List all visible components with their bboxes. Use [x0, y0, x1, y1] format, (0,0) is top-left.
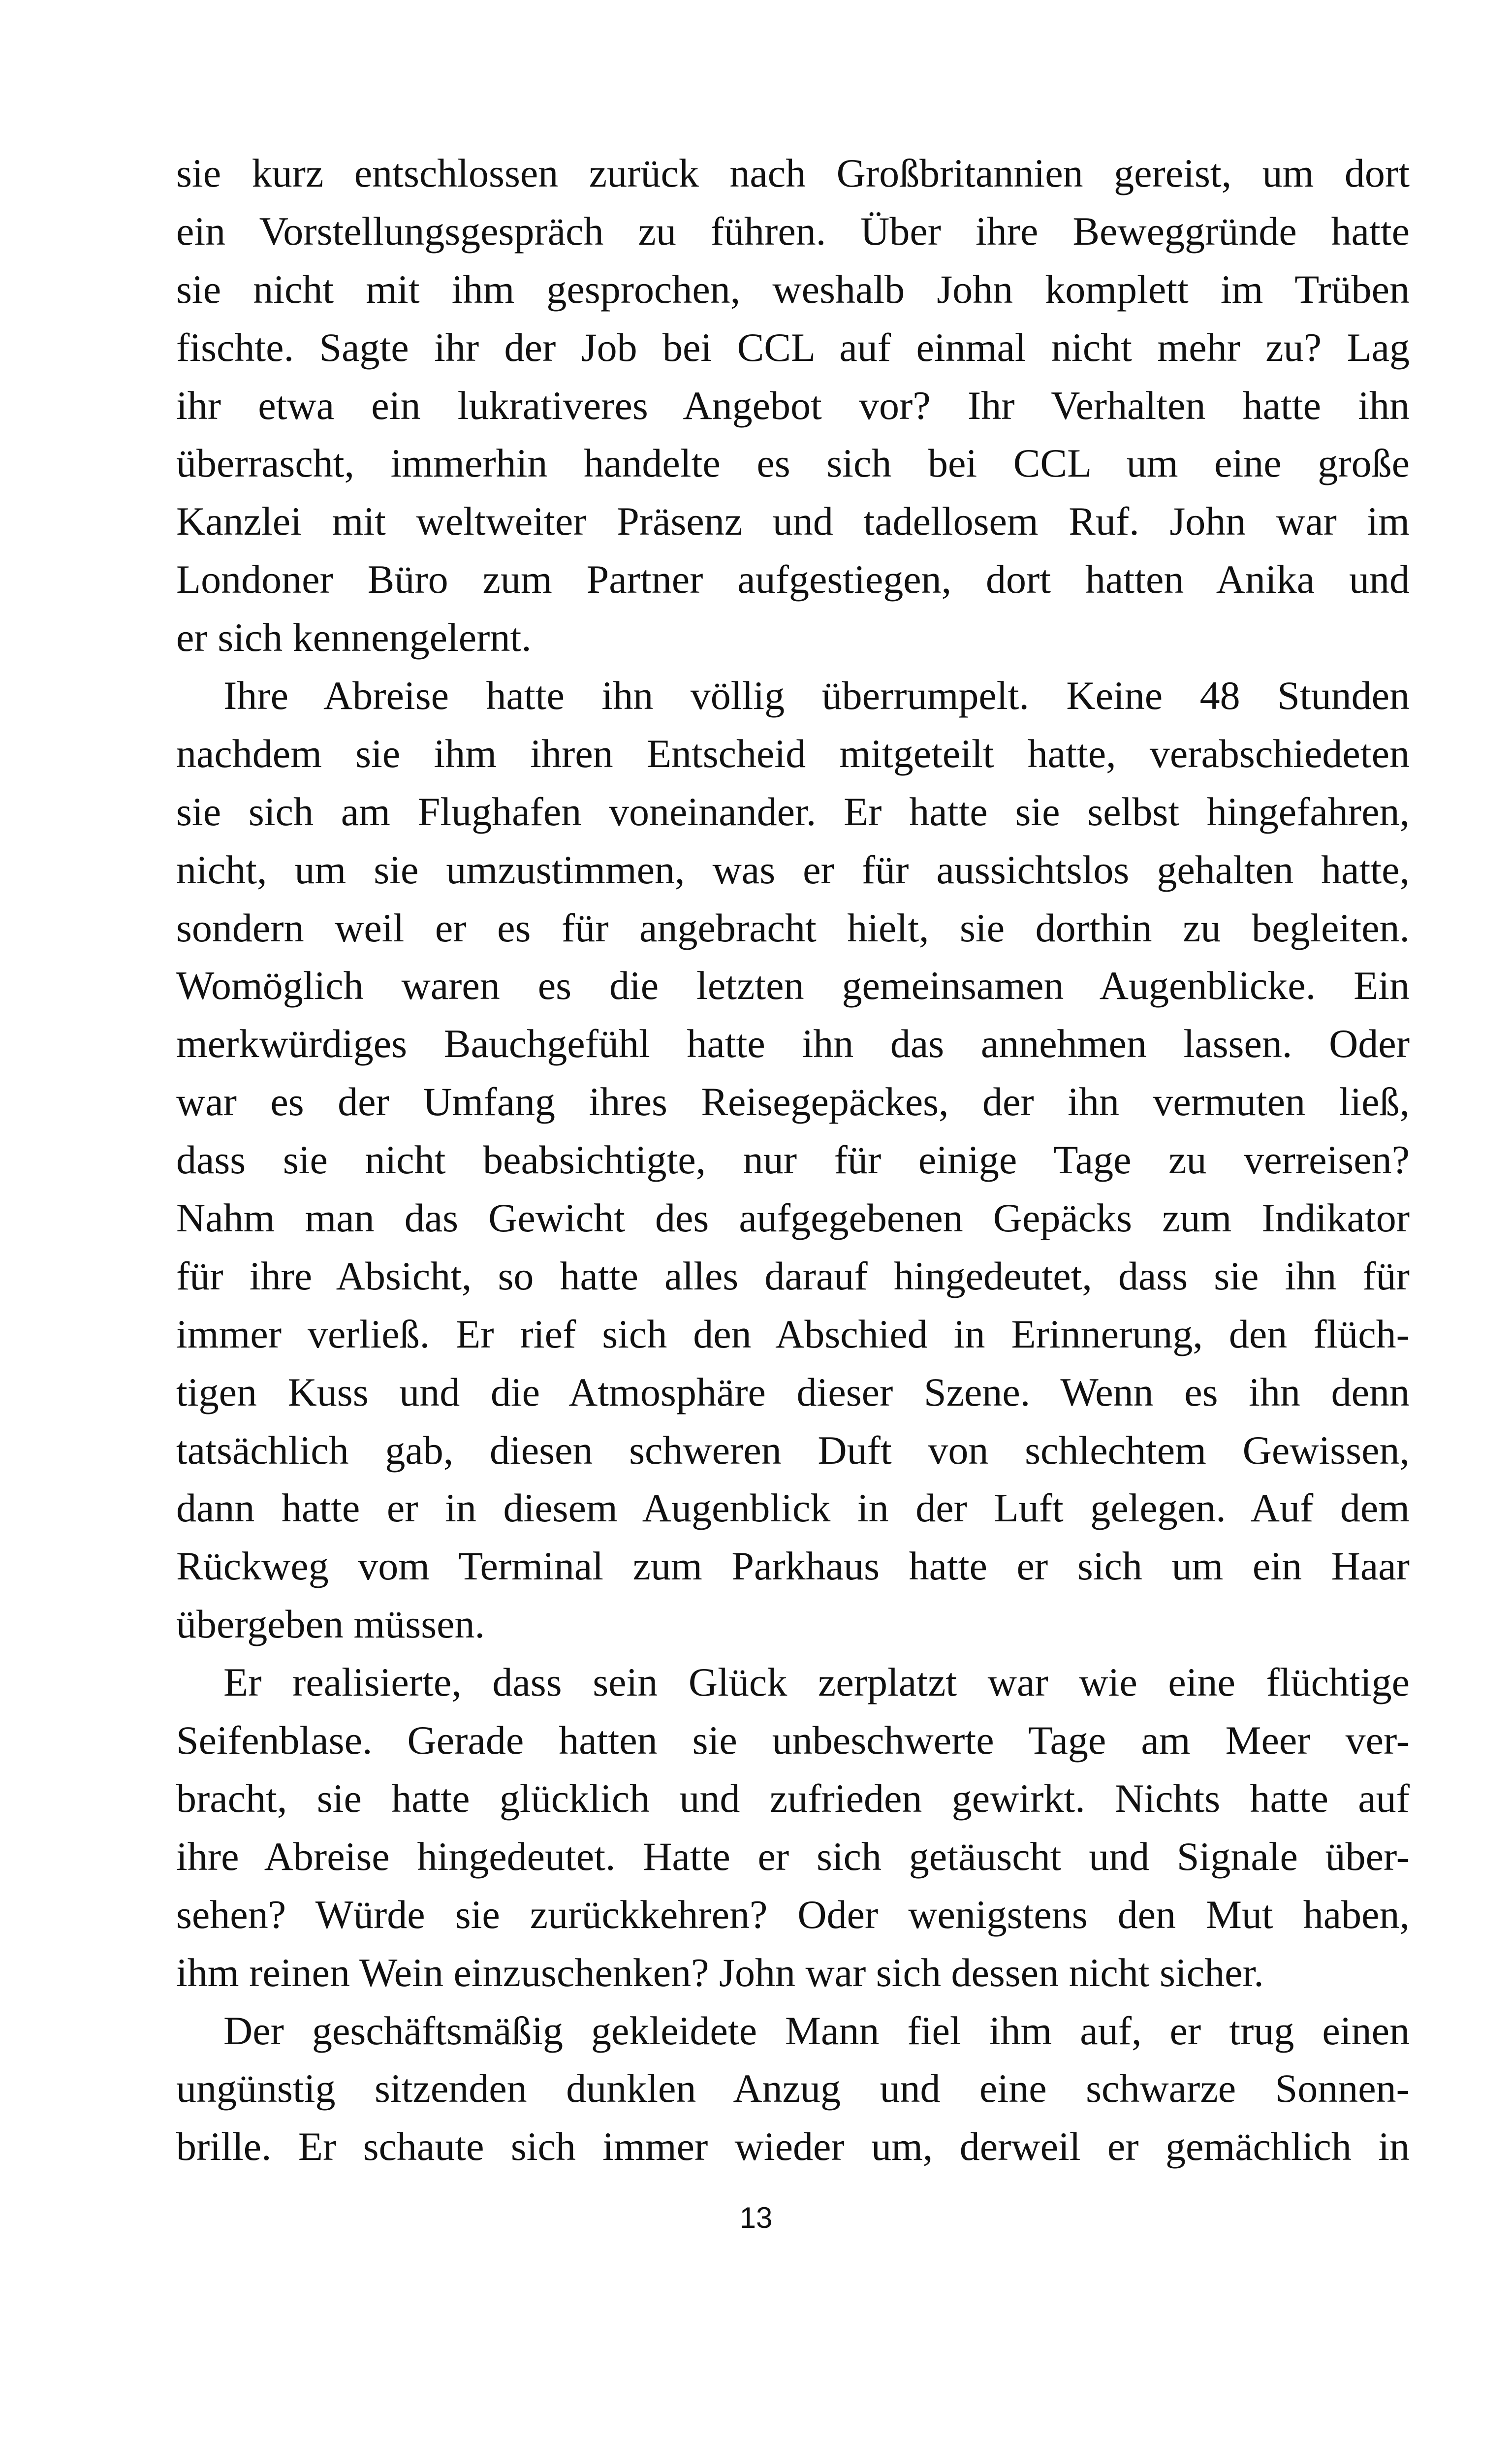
- text-line: Kanzlei mit weltweiter Präsenz und tadellosem Ruf. John war im: [176, 499, 1410, 544]
- text-line: sie sich am Flughafen voneinander. Er hatte sie selbst hingefahren,: [176, 789, 1410, 834]
- text-line: sondern weil er es für angebracht hielt, sie dorthin zu begleiten.: [176, 905, 1410, 950]
- text-line: immer verließ. Er rief sich den Abschied in Erinnerung, den flüch-: [176, 1311, 1410, 1356]
- body-text: [176, 144, 1410, 2176]
- text-line: ihre Abreise hingedeutet. Hatte er sich getäuscht und Signale über-: [176, 1833, 1410, 1879]
- text-line: Rückweg vom Terminal zum Parkhaus hatte er sich um ein Haar: [176, 1543, 1410, 1589]
- text-line: überrascht, immerhin handelte es sich bei CCL um eine große: [176, 441, 1410, 486]
- text-line: sie nicht mit ihm gesprochen, weshalb John komplett im Trüben: [176, 266, 1410, 312]
- text-line: fischte. Sagte ihr der Job bei CCL auf einmal nicht mehr zu? Lag: [176, 324, 1410, 370]
- text-line: sie kurz entschlossen zurück nach Großbritannien gereist, um dort: [176, 151, 1410, 195]
- text-line: sehen? Würde sie zurückkehren? Oder wenigstens den Mut haben,: [176, 1892, 1410, 1937]
- text-line: ihr etwa ein lukrativeres Angebot vor? Ihr Verhalten hatte ihn: [176, 383, 1410, 428]
- paragraph: [176, 144, 1410, 667]
- text-line: ein Vorstellungsgespräch zu führen. Über ihre Beweggründe hatte: [176, 208, 1410, 254]
- text-line: Seifenblase. Gerade hatten sie unbeschwerte Tage am Meer ver-: [176, 1718, 1410, 1763]
- text-line: für ihre Absicht, so hatte alles darauf hingedeutet, dass sie ihn für: [176, 1253, 1410, 1298]
- text-line: ungünstig sitzenden dunklen Anzug und eine schwarze Sonnen-: [176, 2066, 1410, 2111]
- paragraph: [176, 2002, 1410, 2176]
- text-line: übergeben müssen.: [176, 1602, 485, 1647]
- text-line: dass sie nicht beabsichtigte, nur für einige Tage zu verreisen?: [176, 1137, 1410, 1183]
- text-line: bracht, sie hatte glücklich und zufrieden gewirkt. Nichts hatte auf: [176, 1775, 1410, 1821]
- text-line: nachdem sie ihm ihren Entscheid mitgeteilt hatte, verabschiedeten: [176, 731, 1410, 776]
- paragraph: [176, 1653, 1410, 2001]
- text-line: Ihre Abreise hatte ihn völlig überrumpelt. Keine 48 Stunden: [223, 673, 1410, 718]
- text-line: Der geschäftsmäßig gekleidete Mann fiel ihm auf, er trug einen: [223, 2008, 1410, 2053]
- text-line: Nahm man das Gewicht des aufgegebenen Gepäcks zum Indikator: [176, 1195, 1410, 1241]
- text-line: Er realisierte, dass sein Glück zerplatzt war wie eine flüchtige: [223, 1660, 1410, 1705]
- text-line: war es der Umfang ihres Reisegepäckes, der ihn vermuten ließ,: [176, 1079, 1410, 1125]
- text-line: ihm reinen Wein einzuschenken? John war sich dessen nicht sicher.: [176, 1950, 1264, 1995]
- text-line: er sich kennengelernt.: [176, 615, 532, 660]
- text-line: merkwürdiges Bauchgefühl hatte ihn das annehmen lassen. Oder: [176, 1021, 1410, 1066]
- text-line: dann hatte er in diesem Augenblick in der Luft gelegen. Auf dem: [176, 1485, 1410, 1531]
- text-line: tatsächlich gab, diesen schweren Duft von schlechtem Gewissen,: [176, 1427, 1410, 1473]
- page-number: 13: [739, 2201, 773, 2234]
- text-line: Womöglich waren es die letzten gemeinsamen Augenblicke. Ein: [176, 963, 1410, 1008]
- paragraph: [176, 667, 1410, 1653]
- text-line: Londoner Büro zum Partner aufgestiegen, dort hatten Anika und: [176, 557, 1410, 602]
- text-line: nicht, um sie umzustimmen, was er für aussichtslos gehalten hatte,: [176, 847, 1410, 892]
- text-line: brille. Er schaute sich immer wieder um, derweil er gemächlich in: [176, 2124, 1410, 2169]
- text-line: tigen Kuss und die Atmosphäre dieser Szene. Wenn es ihn denn: [176, 1369, 1410, 1414]
